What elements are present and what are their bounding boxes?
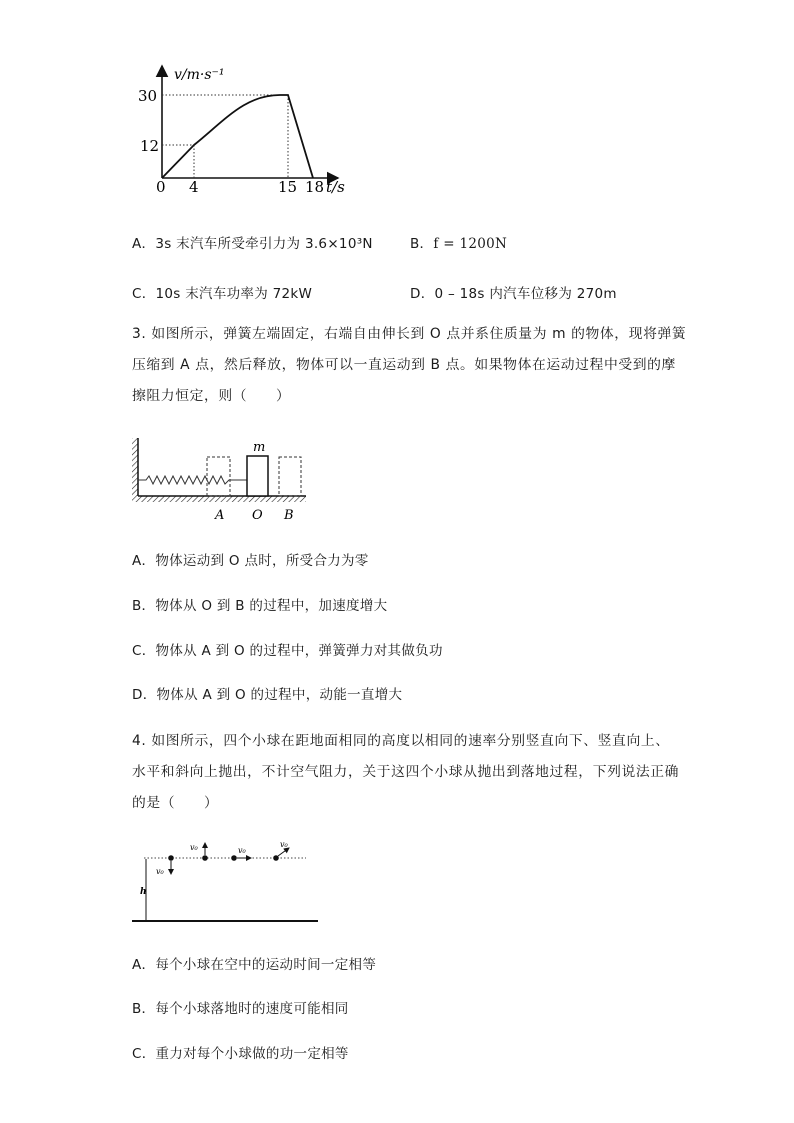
q3-stem-line3: 擦阻力恒定，则（ ）	[132, 388, 291, 404]
option-text: f = 1200N	[433, 236, 508, 252]
velocity-label-up: v₀	[190, 843, 198, 852]
spring-block-figure	[128, 436, 318, 524]
projectile-balls-figure	[128, 836, 323, 928]
mass-label: m	[253, 440, 266, 455]
q3-option-a: A．物体运动到 O 点时，所受合力为零	[132, 553, 369, 569]
point-o-label: O	[252, 508, 263, 523]
ball-oblique	[273, 855, 279, 861]
height-label: h	[140, 887, 147, 897]
spring	[138, 476, 247, 484]
option-letter: B．	[410, 236, 434, 252]
point-a-label: A	[215, 508, 225, 523]
q3-stem-line1: 3. 如图所示，弹簧左端固定，右端自由伸长到 O 点并系住质量为 m 的物体，现将弹簧	[132, 326, 687, 342]
option-letter: A．	[132, 236, 156, 252]
option-text: 10s 末汽车功率为 72kW	[155, 286, 313, 302]
q4-option-c: C．重力对每个小球做的功一定相等	[132, 1046, 349, 1062]
wall-hatch	[132, 438, 138, 502]
y-tick-12: 12	[140, 137, 160, 155]
ball-horizontal	[231, 855, 237, 861]
q4-stem-line3: 的是（ ）	[132, 795, 219, 811]
point-b-label: B	[284, 508, 294, 523]
ball-up	[202, 855, 208, 861]
q2-option-d	[410, 282, 617, 302]
velocity-curve	[162, 95, 313, 178]
option-letter: C．	[132, 286, 156, 302]
q3-option-c: C．物体从 A 到 O 的过程中，弹簧弹力对其做负功	[132, 643, 443, 659]
option-letter: D．	[410, 286, 435, 302]
q4-option-a: A．每个小球在空中的运动时间一定相等	[132, 957, 377, 973]
floor-hatch	[138, 496, 306, 502]
velocity-time-graph	[130, 60, 370, 195]
block	[247, 456, 268, 496]
option-text: 0 – 18s 内汽车位移为 270m	[434, 286, 617, 302]
q4-stem-line2: 水平和斜向上抛出，不计空气阻力，关于这四个小球从抛出到落地过程，下列说法正确	[132, 764, 680, 780]
velocity-label-down: v₀	[156, 867, 164, 876]
y-tick-30: 30	[138, 87, 158, 105]
q2-option-a	[132, 232, 373, 252]
x-tick-15: 15	[278, 178, 298, 195]
x-tick-18: 18	[305, 178, 325, 195]
q3-option-d: D．物体从 A 到 O 的过程中，动能一直增大	[132, 687, 403, 703]
q2-option-b	[410, 232, 507, 252]
q4-stem-line1: 4. 如图所示，四个小球在距地面相同的高度以相同的速率分别竖直向下、竖直向上、	[132, 733, 670, 749]
velocity-label-horizontal: v₀	[238, 846, 246, 855]
ball-down	[168, 855, 174, 861]
option-text: 3s 末汽车所受牵引力为 3.6×10³N	[155, 236, 373, 252]
q2-option-c	[132, 282, 312, 302]
x-axis-label: t/s	[326, 178, 345, 195]
velocity-arrow-oblique	[278, 848, 289, 856]
velocity-label-oblique: v₀	[280, 840, 288, 849]
origin-label: 0	[156, 178, 166, 195]
x-tick-4: 4	[189, 178, 199, 195]
y-axis-label: v/m·s⁻¹	[174, 67, 225, 83]
q3-option-b: B．物体从 O 到 B 的过程中，加速度增大	[132, 598, 388, 614]
block-position-a	[207, 457, 230, 496]
q4-option-b: B．每个小球落地时的速度可能相同	[132, 1001, 349, 1017]
block-position-b	[279, 457, 301, 496]
q3-stem-line2: 压缩到 A 点，然后释放，物体可以一直运动到 B 点。如果物体在运动过程中受到的摩	[132, 357, 676, 373]
